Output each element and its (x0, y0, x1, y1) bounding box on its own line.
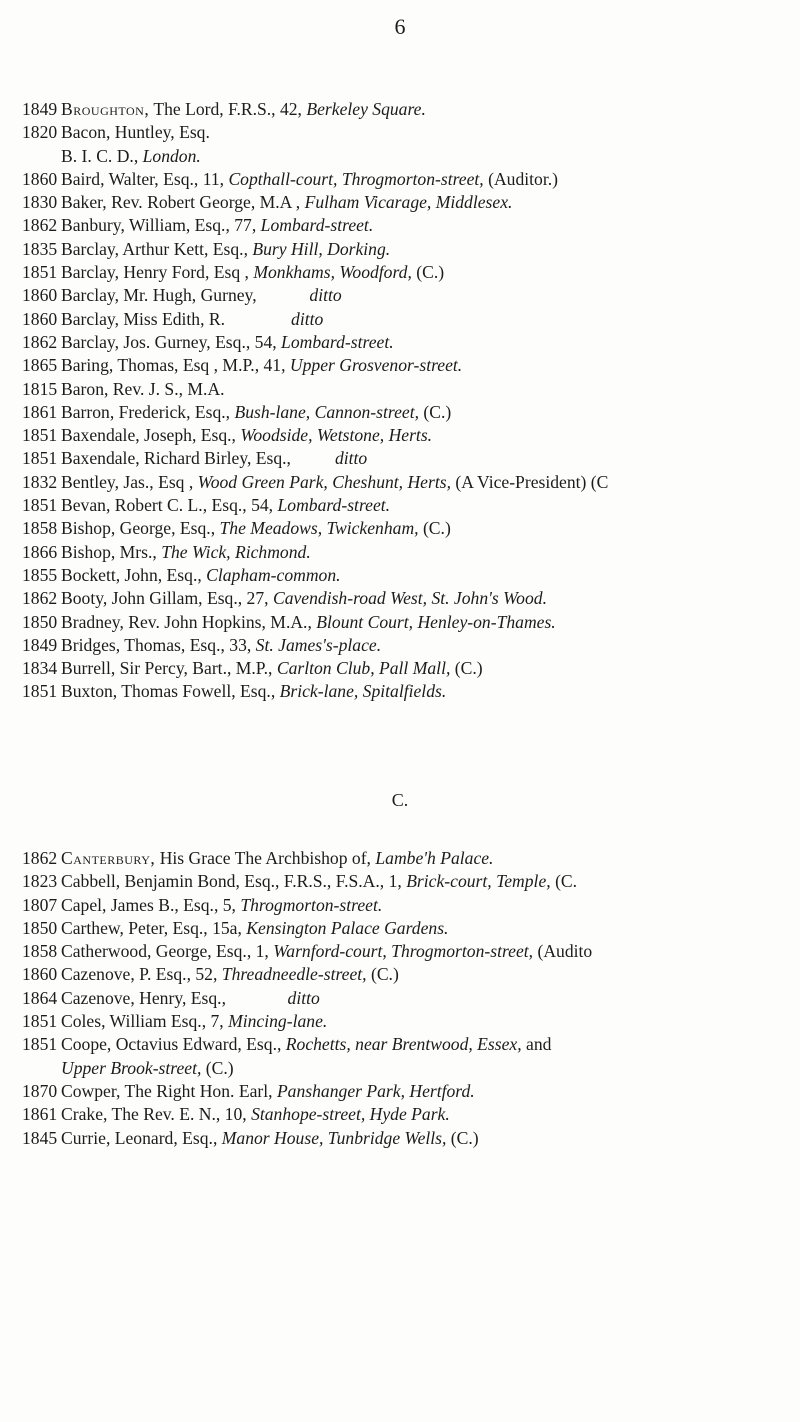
member-address: Bush-lane, Cannon-street, (234, 401, 419, 422)
election-year: 1860 (22, 285, 58, 306)
member-name: Coles, William Esq., 7, (61, 1011, 229, 1032)
member-name: Baron, Rev. J. S., M.A. (61, 378, 225, 399)
member-text (61, 261, 444, 284)
member-address: Carlton Club, Pall Mall, (276, 658, 451, 679)
member-note: (C. (550, 871, 578, 892)
member-name: Bockett, John, Esq., (61, 564, 207, 585)
member-note: (A Vice-President) (C (450, 471, 609, 492)
member-address: Clapham-common. (206, 564, 341, 585)
member-address: Lombard-street. (277, 495, 391, 516)
member-entry (22, 308, 798, 331)
member-entry (22, 378, 798, 401)
member-name: The Lord, F.R.S., 42, (149, 99, 307, 119)
member-name: Barron, Frederick, Esq., (61, 401, 235, 422)
member-name: Bishop, George, Esq., (61, 518, 220, 539)
member-text (61, 401, 451, 424)
member-address: Threadneedle-street, (221, 964, 367, 985)
member-address: Berkeley Square. (306, 99, 426, 119)
election-year: 1865 (22, 355, 58, 376)
member-address: St. James's-place. (255, 634, 382, 655)
member-name: Barclay, Henry Ford, Esq , (61, 262, 254, 283)
election-year: 1835 (22, 238, 58, 259)
election-year: 1860 (22, 964, 58, 985)
election-year: 1862 (22, 848, 58, 868)
election-year: 1850 (22, 917, 58, 938)
member-text (61, 284, 342, 307)
member-name: Banbury, William, Esq., 77, (61, 215, 261, 236)
member-text (61, 541, 311, 564)
section-heading-c: C. (391, 790, 409, 810)
member-name: Cabbell, Benjamin Bond, Esq., F.R.S., F.S.A., 1, (61, 871, 407, 892)
member-text (61, 238, 390, 261)
member-note: (Audito (533, 941, 593, 962)
member-text (61, 870, 577, 893)
member-address: Mincing-lane. (228, 1011, 328, 1032)
member-address: Bury Hill, Dorking. (252, 238, 391, 259)
member-name: Carthew, Peter, Esq., 15a, (61, 917, 247, 938)
member-name: Barclay, Miss Edith, R. (61, 308, 292, 329)
member-name: Bevan, Robert C. L., Esq., 54, (61, 495, 278, 516)
member-text (61, 424, 432, 447)
member-name: Cowper, The Right Hon. Earl, (61, 1080, 277, 1101)
member-entry (22, 917, 798, 940)
page-number: 6 (394, 14, 406, 39)
member-text (61, 1057, 234, 1080)
member-address: Kensington Palace Gardens. (246, 917, 449, 938)
member-address: The Meadows, Twickenham, (219, 518, 419, 539)
member-note: (C.) (366, 964, 399, 985)
member-address: London. (142, 145, 201, 166)
member-name: Baring, Thomas, Esq , M.P., 41, (61, 355, 290, 376)
member-name: Bishop, Mrs., (61, 541, 162, 562)
member-entry (22, 541, 798, 564)
member-text (61, 847, 493, 870)
member-entry (22, 657, 798, 680)
member-name: Buxton, Thomas Fowell, Esq., (61, 681, 280, 702)
member-entry (22, 847, 798, 870)
member-entry (22, 634, 798, 657)
member-address: Brick-lane, Spitalfields. (279, 681, 447, 702)
member-name: Baxendale, Joseph, Esq., (61, 425, 241, 446)
member-address: Lombard-street. (260, 215, 374, 236)
election-year: 1858 (22, 941, 58, 962)
member-text (61, 447, 367, 470)
election-year: 1862 (22, 331, 58, 352)
member-entry (22, 401, 798, 424)
member-address: Brick-court, Temple, (406, 871, 551, 892)
member-text (61, 494, 390, 517)
member-name: Currie, Leonard, Esq., (61, 1127, 222, 1148)
member-title-name: Canterbury, (61, 848, 156, 868)
member-entry (22, 145, 798, 168)
election-year: 1870 (22, 1080, 58, 1101)
member-text (61, 191, 512, 214)
election-year: 1851 (22, 425, 58, 446)
member-text (61, 634, 381, 657)
member-entry (22, 168, 798, 191)
member-text (61, 378, 225, 401)
member-title-name: Broughton, (61, 99, 150, 119)
member-name: Baird, Walter, Esq., 11, (61, 168, 229, 189)
member-entry (22, 1103, 798, 1126)
member-entry (22, 121, 798, 144)
member-address: Monkhams, Woodford, (253, 262, 412, 283)
member-text (61, 987, 320, 1010)
election-year: 1860 (22, 168, 58, 189)
member-text (61, 168, 558, 191)
member-entry (22, 494, 798, 517)
member-note: (C.) (418, 518, 451, 539)
election-year: 1815 (22, 378, 58, 399)
member-name: Catherwood, George, Esq., 1, (61, 941, 274, 962)
member-note: (C.) (411, 262, 445, 283)
member-entry (22, 471, 798, 494)
member-name: Capel, James B., Esq., 5, (61, 894, 241, 915)
member-name: His Grace The Archbishop of, (155, 848, 376, 868)
election-year: 1834 (22, 658, 58, 679)
member-address: Wood Green Park, Cheshunt, Herts, (197, 471, 451, 492)
member-note: (Auditor.) (483, 168, 558, 189)
member-address: Warnford-court, Throgmorton-street, (273, 941, 534, 962)
member-text (61, 308, 323, 331)
member-name: Bentley, Jas., Esq , (61, 471, 198, 492)
member-text (61, 145, 201, 168)
members-list-c (22, 847, 798, 1150)
member-name: Cazenove, Henry, Esq., (61, 987, 288, 1008)
election-year: 1830 (22, 192, 58, 213)
member-name: Cazenove, P. Esq., 52, (61, 964, 222, 985)
election-year: 1861 (22, 1104, 58, 1125)
member-text (61, 680, 446, 703)
member-address: Lambe'h Palace. (375, 848, 494, 868)
member-text (61, 1033, 551, 1056)
member-address: Upper Brook-street, (61, 1057, 202, 1078)
election-year: 1860 (22, 308, 58, 329)
member-note: and (521, 1034, 552, 1055)
election-year: 1851 (22, 1034, 58, 1055)
member-text (61, 1010, 327, 1033)
member-note: (C.) (446, 1127, 479, 1148)
member-entry (22, 1033, 798, 1056)
member-entry (22, 963, 798, 986)
member-entry-continuation (22, 1057, 798, 1080)
election-year: 1849 (22, 99, 58, 119)
member-note: (C.) (419, 401, 452, 422)
election-year: 1845 (22, 1127, 58, 1148)
election-year: 1849 (22, 634, 58, 655)
election-year: 1851 (22, 495, 58, 516)
election-year: 1820 (22, 122, 58, 143)
member-entry (22, 517, 798, 540)
member-text (61, 564, 341, 587)
member-text (61, 963, 399, 986)
member-text (61, 917, 448, 940)
member-address: ditto (309, 285, 342, 306)
member-text (61, 611, 556, 634)
member-address: Rochetts, near Brentwood, Essex, (285, 1034, 522, 1055)
member-entry (22, 870, 798, 893)
member-address: Lombard-street. (281, 331, 394, 352)
election-year: 1832 (22, 471, 58, 492)
member-entry (22, 940, 798, 963)
election-year (22, 145, 61, 168)
member-entry (22, 447, 798, 470)
member-name: Barclay, Mr. Hugh, Gurney, (61, 285, 310, 306)
election-year: 1807 (22, 894, 58, 915)
member-name: Bradney, Rev. John Hopkins, M.A., (61, 611, 317, 632)
member-name: B. I. C. D., (61, 145, 143, 166)
member-text (61, 354, 462, 377)
member-text (61, 1103, 450, 1126)
member-name: Baker, Rev. Robert George, M.A , (61, 192, 305, 213)
member-address: The Wick, Richmond. (161, 541, 311, 562)
member-name: Bridges, Thomas, Esq., 33, (61, 634, 256, 655)
member-name: Barclay, Jos. Gurney, Esq., 54, (61, 331, 282, 352)
member-address: Fulham Vicarage, Middlesex. (304, 192, 513, 213)
member-text (61, 657, 483, 680)
member-entry (22, 214, 798, 237)
election-year: 1866 (22, 541, 58, 562)
election-year: 1851 (22, 681, 58, 702)
member-name: Baxendale, Richard Birley, Esq., (61, 448, 335, 469)
member-name: Burrell, Sir Percy, Bart., M.P., (61, 658, 277, 679)
member-entry (22, 1080, 798, 1103)
member-text (61, 98, 426, 121)
member-text (61, 587, 547, 610)
member-entry (22, 354, 798, 377)
member-text (61, 894, 382, 917)
member-entry (22, 261, 798, 284)
member-entry (22, 98, 798, 121)
election-year: 1850 (22, 611, 58, 632)
election-year: 1864 (22, 987, 58, 1008)
member-address: Panshanger Park, Hertford. (276, 1080, 475, 1101)
member-address: Copthall-court, Throgmorton-street, (228, 168, 484, 189)
member-text (61, 1080, 475, 1103)
member-note: (C.) (201, 1057, 234, 1078)
member-entry (22, 1127, 798, 1150)
member-text (61, 940, 592, 963)
member-entry (22, 191, 798, 214)
election-year: 1823 (22, 871, 58, 892)
member-entry (22, 424, 798, 447)
member-address: ditto (287, 987, 320, 1008)
member-entry (22, 1010, 798, 1033)
member-address: Manor House, Tunbridge Wells, (221, 1127, 447, 1148)
member-entry (22, 564, 798, 587)
election-year: 1858 (22, 518, 58, 539)
member-text (61, 331, 394, 354)
member-entry (22, 680, 798, 703)
member-address: Blount Court, Henley-on-Thames. (316, 611, 556, 632)
member-text (61, 517, 451, 540)
member-text (61, 471, 608, 494)
member-entry (22, 611, 798, 634)
member-entry (22, 987, 798, 1010)
member-address: ditto (291, 308, 324, 329)
member-text (61, 1127, 479, 1150)
election-year: 1862 (22, 215, 58, 236)
election-year: 1851 (22, 1011, 58, 1032)
election-year: 1861 (22, 401, 58, 422)
member-text (61, 121, 210, 144)
member-entry (22, 238, 798, 261)
member-name: Barclay, Arthur Kett, Esq., (61, 238, 253, 259)
member-name: Crake, The Rev. E. N., 10, (61, 1104, 252, 1125)
member-address: ditto (334, 448, 368, 469)
member-address: Throgmorton-street. (240, 894, 383, 915)
member-name: Booty, John Gillam, Esq., 27, (61, 588, 273, 609)
member-name: Bacon, Huntley, Esq. (61, 122, 210, 143)
election-year: 1851 (22, 448, 58, 469)
indent-spacer (22, 1057, 61, 1080)
members-list-b (22, 98, 798, 704)
member-note: (C.) (450, 658, 483, 679)
member-address: Woodside, Wetstone, Herts. (240, 425, 433, 446)
member-text (61, 214, 373, 237)
member-entry (22, 331, 798, 354)
member-address: Stanhope-street, Hyde Park. (251, 1104, 450, 1125)
member-entry (22, 284, 798, 307)
member-entry (22, 587, 798, 610)
election-year: 1851 (22, 262, 58, 283)
election-year: 1862 (22, 588, 58, 609)
member-name: Coope, Octavius Edward, Esq., (61, 1034, 286, 1055)
member-address: Upper Grosvenor-street. (289, 355, 463, 376)
election-year: 1855 (22, 564, 58, 585)
member-entry (22, 894, 798, 917)
member-address: Cavendish-road West, St. John's Wood. (272, 588, 547, 609)
